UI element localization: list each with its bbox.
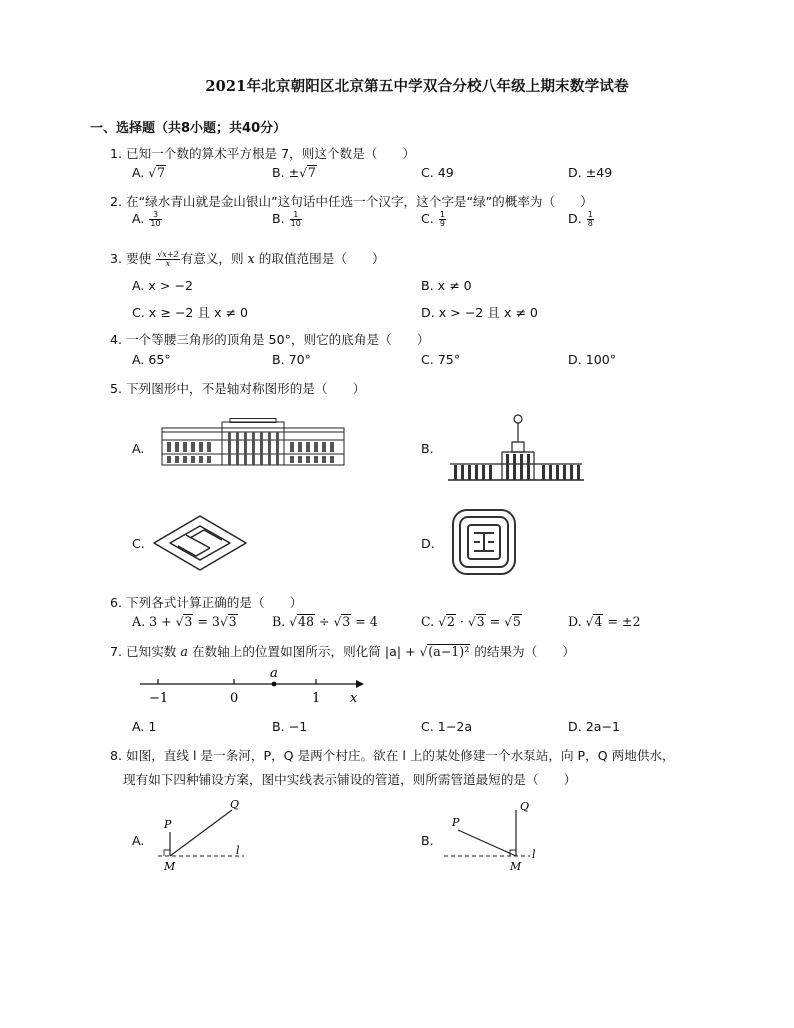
q8-option-a-label[interactable]: A.: [132, 833, 145, 848]
q7-option-b[interactable]: B. −1: [272, 719, 308, 734]
q5-figure-a-building[interactable]: [160, 418, 346, 468]
q8-figure-a[interactable]: [150, 796, 260, 876]
page-title: 2021年北京朝阳区北京第五中学双合分校八年级上期末数学试卷: [205, 78, 629, 95]
q1-option-d[interactable]: D. ±49: [568, 165, 613, 180]
q3-option-c[interactable]: C. x ≥ −2 且 x ≠ 0: [132, 305, 249, 320]
q7-stem: 7. 已知实数 a 在数轴上的位置如图所示，则化简 |a| + √(a−1)² 的结果为（ ）: [110, 644, 576, 659]
q4-option-c[interactable]: C. 75°: [421, 352, 461, 367]
q5-stem: 5. 下列图形中，不是轴对称图形的是（ ）: [110, 381, 366, 396]
q6-option-a[interactable]: A. 3 + √3 = 3√3: [132, 614, 237, 629]
q1-b-radicand: 7: [307, 165, 316, 180]
q7-option-a[interactable]: A. 1: [132, 719, 157, 734]
q2-option-b[interactable]: B. $\frac{1}{10}$: [272, 210, 301, 228]
svg-text:Q: Q: [520, 800, 530, 813]
q2-option-a[interactable]: A. $\frac{3}{10}$: [132, 210, 161, 228]
q7-number-line: [138, 664, 370, 708]
q5-figure-c-s-shape[interactable]: [152, 514, 248, 572]
q8-stem-line2: 现有如下四种铺设方案，图中实线表示铺设的管道，则所需管道最短的是（ ）: [123, 772, 577, 787]
q7-option-d[interactable]: D. 2a−1: [568, 719, 620, 734]
q1-b-label: B.: [272, 165, 285, 180]
q7-tick-label-1: 1: [312, 691, 321, 706]
q6-option-b[interactable]: B. √48 ÷ √3 = 4: [272, 614, 378, 629]
q5-option-d-label[interactable]: D.: [421, 536, 435, 551]
q4-option-b[interactable]: B. 70°: [272, 352, 311, 367]
svg-text:P: P: [164, 818, 172, 831]
q6-option-c[interactable]: C. √2 · √3 = √5: [421, 614, 521, 629]
q3-option-b[interactable]: B. x ≠ 0: [421, 278, 472, 293]
q8-stem-line1: 8. 如图，直线 l 是一条河，P，Q 是两个村庄。欲在 l 上的某处修建一个水泵站，向 P，Q 两地供水，: [110, 748, 675, 763]
q1-option-a[interactable]: A. √7: [132, 165, 166, 180]
q1-option-c[interactable]: C. 49: [421, 165, 454, 180]
q6-stem: 6. 下列各式计算正确的是（ ）: [110, 595, 303, 610]
q2-c-fraction: $\frac{1}{9}$: [439, 210, 445, 228]
q2-b-fraction: $\frac{1}{10}$: [290, 210, 301, 228]
section-heading: 一、选择题（共8小题；共40分）: [90, 121, 287, 136]
svg-text:P: P: [452, 816, 460, 829]
svg-text:M: M: [164, 860, 176, 873]
svg-text:l: l: [532, 848, 536, 861]
q2-a-fraction: $\frac{3}{10}$: [150, 210, 161, 228]
q5-option-b-label[interactable]: B.: [421, 441, 434, 456]
q1-option-b[interactable]: B. ±√7: [272, 165, 316, 180]
q8-option-b-label[interactable]: B.: [421, 833, 434, 848]
q6-option-d[interactable]: D. √4 = ±2: [568, 614, 641, 629]
q3-option-d[interactable]: D. x > −2 且 x ≠ 0: [421, 305, 538, 320]
q5-figure-d-seal[interactable]: [449, 506, 519, 578]
q1-b-pm: ±: [288, 165, 300, 180]
svg-text:M: M: [510, 860, 522, 873]
q5-figure-b-building[interactable]: [446, 412, 586, 484]
q7-point-label: a: [270, 666, 278, 681]
q4-stem: 4. 一个等腰三角形的顶角是 50°，则它的底角是（ ）: [110, 332, 430, 347]
svg-text:Q: Q: [230, 798, 240, 811]
q1-a-label: A.: [132, 165, 145, 180]
q7-point-a: [272, 682, 277, 687]
q2-stem: 2. 在“绿水青山就是金山银山”这句话中任选一个汉字，这个字是“绿”的概率为（ ）: [110, 194, 593, 209]
q7-tick-label-neg1: −1: [149, 691, 169, 706]
svg-text:l: l: [236, 844, 240, 857]
q7-tick-label-0: 0: [230, 691, 239, 706]
q5-option-c-label[interactable]: C.: [132, 536, 145, 551]
q7-axis-var: x: [350, 691, 358, 706]
q2-d-fraction: $\frac{1}{8}$: [587, 210, 593, 228]
q2-option-d[interactable]: D. $\frac{1}{8}$: [568, 210, 593, 228]
q3-option-a[interactable]: A. x > −2: [132, 278, 193, 293]
q4-option-d[interactable]: D. 100°: [568, 352, 617, 367]
q8-figure-b[interactable]: [440, 796, 550, 876]
q2-option-c[interactable]: C. $\frac{1}{9}$: [421, 210, 445, 228]
q5-option-a-label[interactable]: A.: [132, 441, 145, 456]
q1-a-radicand: 7: [157, 165, 166, 180]
q7-option-c[interactable]: C. 1−2a: [421, 719, 473, 734]
q3-fraction: $\frac{√x+2}{x}$: [157, 250, 179, 268]
q3-stem: 3. 要使 $\frac{√x+2}{x}$ 有意义，则 x 的取值范围是（ ）: [110, 250, 385, 268]
q1-stem: 1. 已知一个数的算术平方根是 7，则这个数是（ ）: [110, 146, 416, 161]
q4-option-a[interactable]: A. 65°: [132, 352, 171, 367]
